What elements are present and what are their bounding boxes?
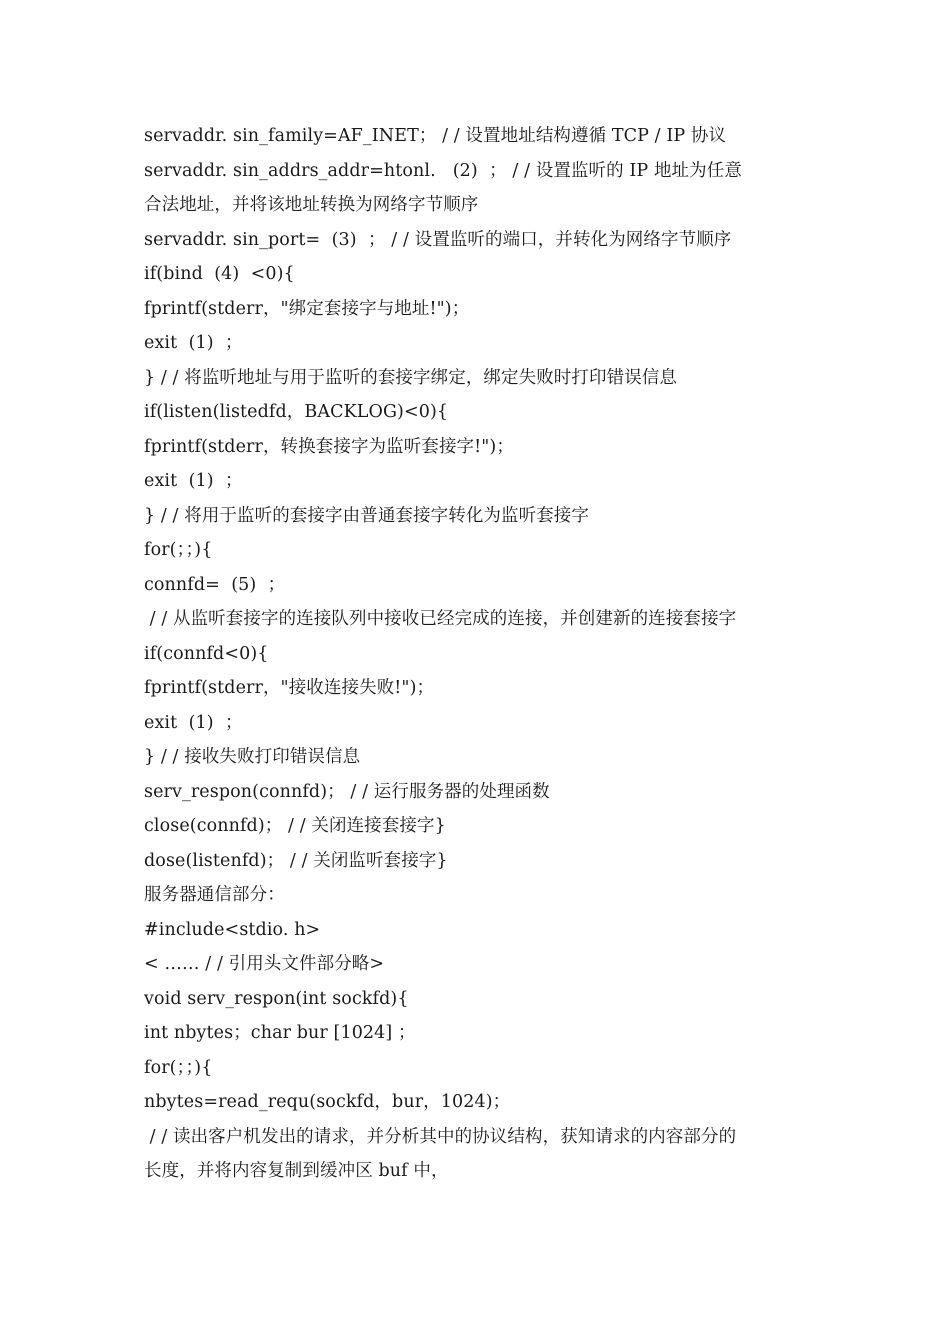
code-line: int nbytes；char bur [1024] ； — [144, 1023, 416, 1043]
code-line: if(listen(listedfd，BACKLOG)<0){ — [144, 402, 449, 422]
code-line: connfd= (5) ； — [144, 574, 286, 595]
code-line: } / / 将监听地址与用于监听的套接字绑定，绑定失败时打印错误信息 — [144, 367, 678, 388]
code-line: for(；；){ — [144, 1057, 213, 1078]
code-line: void serv_respon(int sockfd){ — [144, 988, 409, 1009]
code-line: if(connfd<0){ — [144, 643, 269, 664]
code-line: } / / 接收失败打印错误信息 — [144, 747, 361, 767]
code-line: 合法地址，并将该地址转换为网络字节顺序 — [144, 195, 479, 215]
code-line: servaddr. sin_port= (3) ； / / 设置监听的端口，并转化为网络字节顺序 — [144, 229, 732, 250]
code-line: exit (1) ； — [144, 333, 243, 353]
code-line: exit (1) ； — [144, 712, 243, 733]
code-line: #include<stdio. h> — [144, 919, 321, 940]
document-body — [144, 119, 814, 1189]
code-line: exit (1) ； — [144, 471, 243, 491]
code-line: fprintf(stderr，"绑定套接字与地址!")； — [144, 298, 470, 319]
code-line: servaddr. sin_addrs_addr=htonl. (2) ； / / 设置监听的 IP 地址为任意 — [144, 160, 742, 181]
code-line: dose(listenfd)； / / 关闭监听套接字} — [144, 850, 448, 871]
code-line: / / 读出客户机发出的请求，并分析其中的协议结构，获知请求的内容部分的 — [144, 1126, 737, 1147]
code-line: servaddr. sin_family=AF_INET； / / 设置地址结构遵循 TCP / IP 协议 — [144, 126, 727, 146]
code-line: close(connfd)； / / 关闭连接套接字} — [144, 816, 446, 836]
code-line: } / / 将用于监听的套接字由普通套接字转化为监听套接字 — [144, 505, 590, 526]
code-line: if(bind (4) <0){ — [144, 264, 295, 284]
section-heading: 服务器通信部分： — [144, 885, 285, 905]
code-line: nbytes=read_requ(sockfd，bur，1024)； — [144, 1092, 511, 1112]
code-line: serv_respon(connfd)； / / 运行服务器的处理函数 — [144, 781, 550, 802]
code-line: / / 从监听套接字的连接队列中接收已经完成的连接，并创建新的连接套接字 — [144, 609, 737, 629]
code-line: fprintf(stderr，转换套接字为监听套接字!")； — [144, 436, 514, 457]
code-line: fprintf(stderr，"接收连接失败!")； — [144, 678, 435, 698]
code-line: < …… / / 引用头文件部分略> — [144, 954, 385, 974]
code-line: 长度，并将内容复制到缓冲区 buf 中， — [144, 1161, 449, 1181]
code-line: for(；；){ — [144, 540, 213, 560]
